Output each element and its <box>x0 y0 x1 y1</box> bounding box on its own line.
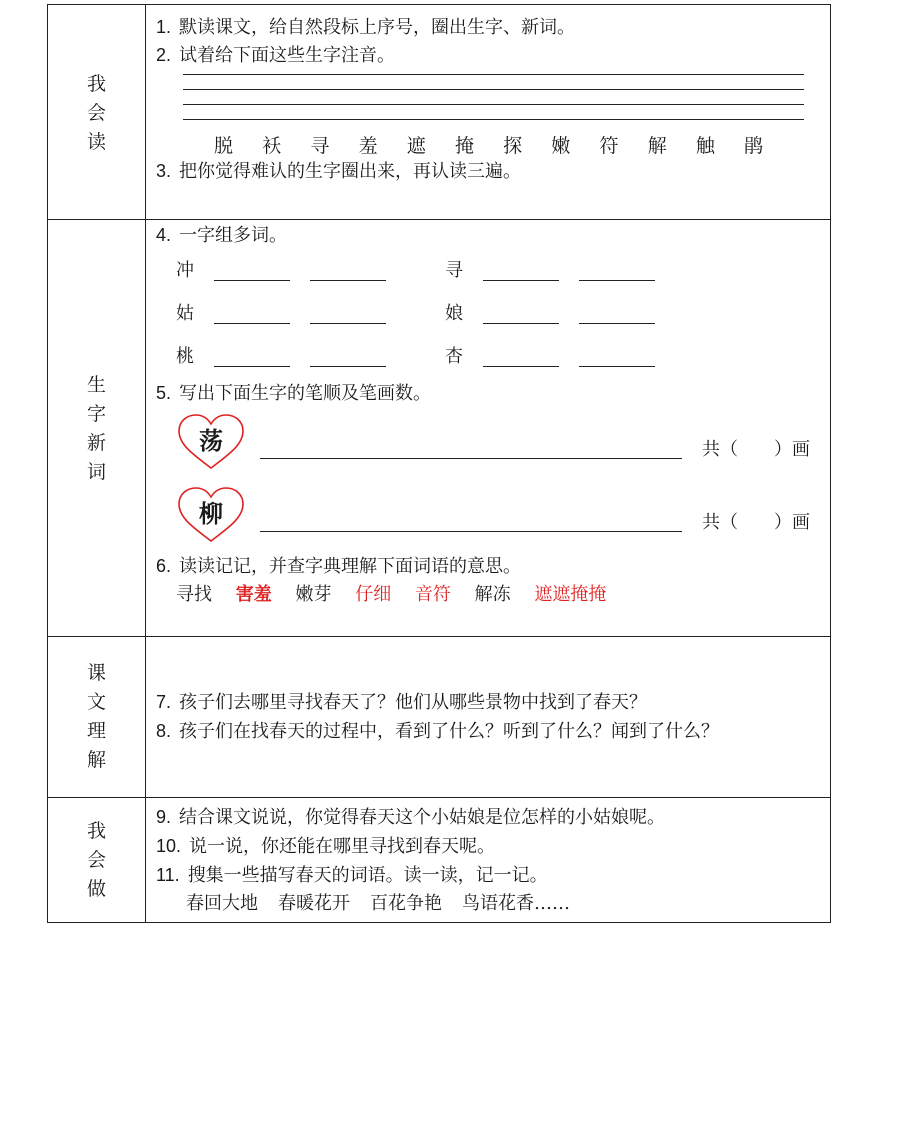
label-char: 字 <box>86 403 106 425</box>
question-10 <box>156 834 495 859</box>
character: 触 <box>695 135 715 157</box>
vocab-word-highlighted: 遮遮掩掩 <box>534 584 607 605</box>
pinyin-line-1 <box>183 74 804 75</box>
blank-line[interactable] <box>310 366 386 367</box>
stroke-count-label: 共（ ）画 <box>702 439 810 460</box>
label-text <box>48 371 145 487</box>
row-label-new-words <box>48 220 146 637</box>
question-number: 1. <box>156 17 172 37</box>
row-label-practice <box>48 798 146 923</box>
stroke-character: 荡 <box>199 426 223 455</box>
question-text: 搜集一些描写春天的词语。读一读，记一记。 <box>187 865 548 886</box>
spring-phrase: 鸟语花香…… <box>462 893 570 914</box>
question-3 <box>156 159 521 184</box>
question-1 <box>156 15 575 40</box>
character: 解 <box>647 135 667 157</box>
heart-character-box <box>176 413 246 471</box>
row-content-new-words <box>146 220 831 637</box>
label-char: 做 <box>86 878 106 900</box>
character: 符 <box>599 135 619 157</box>
pinyin-line-4 <box>183 119 804 120</box>
question-text: 写出下面生字的笔顺及笔画数。 <box>179 383 432 404</box>
row-content-practice <box>146 798 831 923</box>
label-char: 生 <box>86 374 106 396</box>
blank-line[interactable] <box>310 323 386 324</box>
stroke-order-line[interactable] <box>260 458 682 459</box>
label-char: 课 <box>86 662 106 684</box>
vocab-word-highlighted: 仔细 <box>355 584 392 605</box>
spring-phrase: 百花争艳 <box>370 893 442 914</box>
character: 遮 <box>406 135 426 157</box>
label-char: 理 <box>86 720 106 742</box>
label-char: 读 <box>86 131 106 153</box>
row-label-comprehension <box>48 637 146 798</box>
question-number: 11. <box>156 865 180 885</box>
question-text: 一字组多词。 <box>179 225 288 246</box>
question-5 <box>156 381 431 406</box>
question-9 <box>156 805 665 830</box>
question-number: 3. <box>156 161 172 181</box>
question-text: 说一说，你还能在哪里寻找到春天呢。 <box>189 836 496 857</box>
word-char: 寻 <box>445 260 463 281</box>
phrase-list <box>186 892 570 916</box>
word-char: 杏 <box>445 346 463 367</box>
row-reading <box>48 5 831 220</box>
question-7 <box>156 690 647 715</box>
character: 鹃 <box>744 135 764 157</box>
vocab-word-highlighted: 音符 <box>414 584 451 605</box>
question-number: 8. <box>156 721 172 741</box>
character: 袄 <box>262 135 282 157</box>
word-char: 娘 <box>445 303 463 324</box>
label-char: 新 <box>86 432 106 454</box>
stroke-count-label: 共（ ）画 <box>702 512 810 533</box>
worksheet-table <box>47 4 831 923</box>
label-text <box>48 659 145 775</box>
heart-character-box <box>176 486 246 544</box>
question-text: 把你觉得难认的生字圈出来，再认读三遍。 <box>179 161 522 182</box>
label-char: 解 <box>86 749 106 771</box>
label-char: 会 <box>86 102 106 124</box>
blank-line[interactable] <box>579 366 655 367</box>
question-text: 结合课文说说，你觉得春天这个小姑娘是位怎样的小姑娘呢。 <box>179 807 666 828</box>
stroke-order-line[interactable] <box>260 531 682 532</box>
character: 羞 <box>358 135 378 157</box>
blank-line[interactable] <box>310 280 386 281</box>
blank-line[interactable] <box>483 280 559 281</box>
question-text: 试着给下面这些生字注音。 <box>179 45 396 66</box>
blank-line[interactable] <box>579 323 655 324</box>
pinyin-line-2 <box>183 89 804 90</box>
question-text: 孩子们去哪里寻找春天了？他们从哪些景物中找到了春天？ <box>179 692 648 713</box>
row-comprehension <box>48 637 831 798</box>
label-char: 文 <box>86 691 106 713</box>
question-number: 9. <box>156 807 172 827</box>
vocab-word: 嫩芽 <box>295 584 332 605</box>
blank-line[interactable] <box>214 366 290 367</box>
vocabulary-list <box>176 583 624 607</box>
blank-line[interactable] <box>214 323 290 324</box>
question-number: 4. <box>156 225 172 245</box>
pinyin-line-3 <box>183 104 804 105</box>
character: 寻 <box>310 135 330 157</box>
character: 探 <box>503 135 523 157</box>
question-number: 5. <box>156 383 172 403</box>
question-4 <box>156 223 287 248</box>
character: 脱 <box>214 135 234 157</box>
vocab-word: 解冻 <box>474 584 511 605</box>
question-2 <box>156 43 395 68</box>
row-content-comprehension <box>146 637 831 798</box>
label-char: 我 <box>86 73 106 95</box>
character: 嫩 <box>551 135 571 157</box>
question-number: 10. <box>156 836 182 856</box>
row-new-words <box>48 220 831 637</box>
label-char: 我 <box>86 820 106 842</box>
question-text: 孩子们在找春天的过程中，看到了什么？听到了什么？闻到了什么？ <box>179 721 720 742</box>
stroke-character: 柳 <box>199 499 223 528</box>
label-text <box>48 817 145 904</box>
label-char: 会 <box>86 849 106 871</box>
blank-line[interactable] <box>214 280 290 281</box>
word-char: 姑 <box>176 303 194 324</box>
spring-phrase: 春暖花开 <box>278 893 350 914</box>
worksheet <box>47 4 831 923</box>
blank-line[interactable] <box>483 323 559 324</box>
row-content-reading <box>146 5 831 220</box>
vocab-word-highlighted: 害羞 <box>235 584 272 605</box>
question-text: 默读课文，给自然段标上序号，圈出生字、新词。 <box>179 17 576 38</box>
row-practice <box>48 798 831 923</box>
spring-phrase: 春回大地 <box>186 893 258 914</box>
character: 掩 <box>454 135 474 157</box>
question-text: 读读记记，并查字典理解下面词语的意思。 <box>179 556 522 577</box>
blank-line[interactable] <box>483 366 559 367</box>
word-char: 冲 <box>176 260 194 281</box>
question-6 <box>156 554 521 579</box>
vocab-word: 寻找 <box>176 584 212 605</box>
blank-line[interactable] <box>579 280 655 281</box>
question-11 <box>156 863 548 888</box>
question-number: 2. <box>156 45 172 65</box>
label-char: 词 <box>86 461 106 483</box>
question-number: 7. <box>156 692 172 712</box>
question-number: 6. <box>156 556 172 576</box>
pinyin-characters <box>214 131 792 158</box>
word-char: 桃 <box>176 346 194 367</box>
row-label-reading <box>48 5 146 220</box>
label-text <box>48 70 145 157</box>
question-8 <box>156 719 719 744</box>
